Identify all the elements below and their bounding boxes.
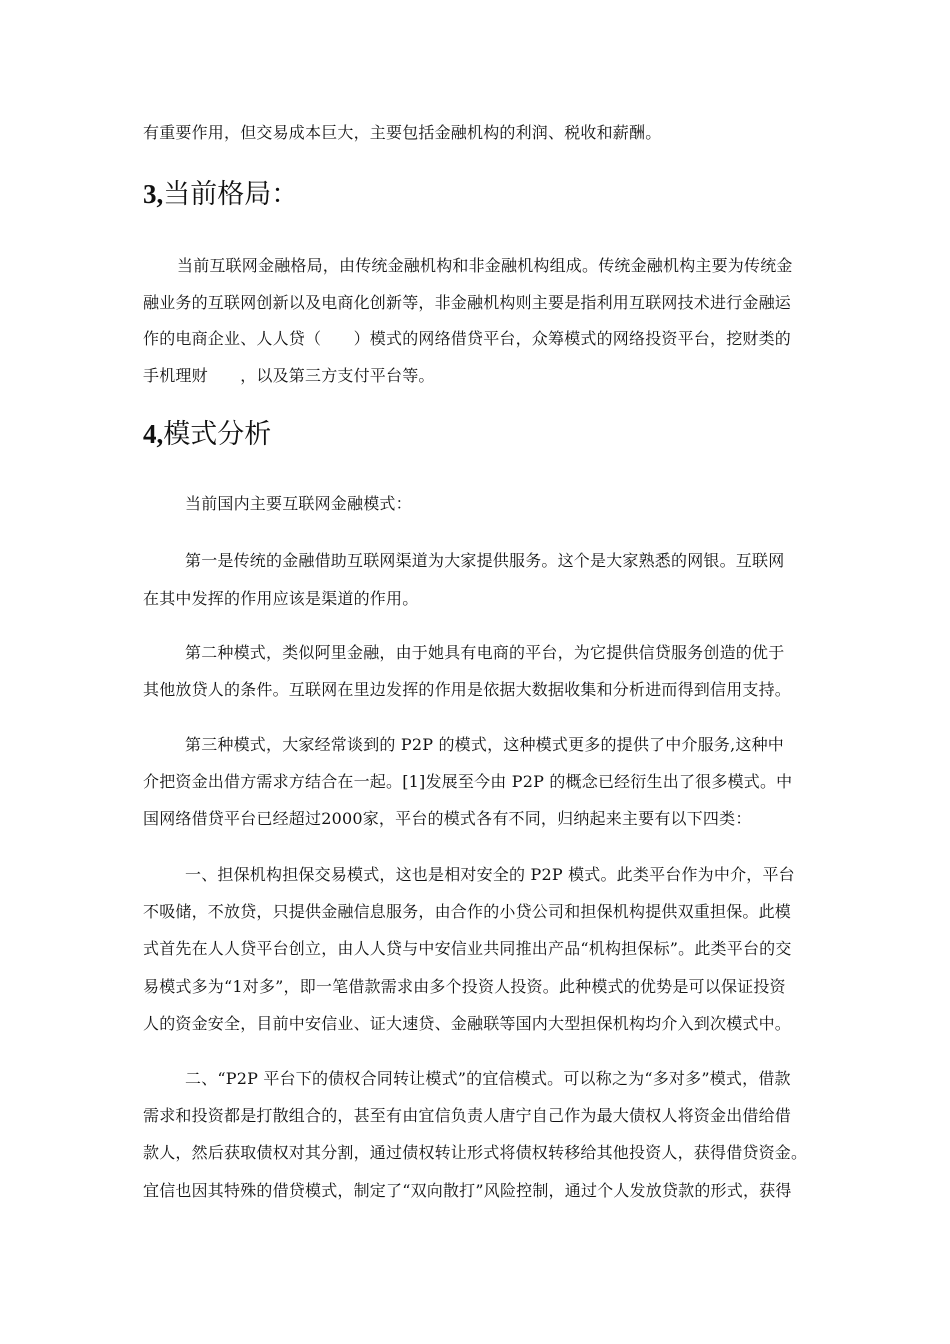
- heading-text: 当前格局：: [163, 179, 299, 210]
- paragraph-line: 作的电商企业、人人贷（ ）模式的网络借贷平台，众筹模式的网络投资平台，挖财类的: [143, 329, 792, 348]
- paragraph-line: 其他放贷人的条件。互联网在里边发挥的作用是依据大数据收集和分析进而得到信用支持。: [143, 680, 792, 699]
- paragraph-line: 款人，然后获取债权对其分割，通过债权转让形式将债权转移给其他投资人，获得借贷资金。: [143, 1143, 808, 1162]
- paragraph-line: 国网络借贷平台已经超过2000家，平台的模式各有不同，归纳起来主要有以下四类：: [143, 809, 752, 828]
- paragraph-line: 宜信也因其特殊的借贷模式，制定了“双向散打”风险控制，通过个人发放贷款的形式，获得: [143, 1181, 792, 1200]
- paragraph-continued-line: 有重要作用，但交易成本巨大，主要包括金融机构的利润、税收和薪酬。: [143, 123, 662, 142]
- paragraph-line: 人的资金安全，目前中安信业、证大速贷、金融联等国内大型担保机构均介入到次模式中。: [143, 1014, 792, 1033]
- section-heading-3: [143, 178, 298, 211]
- heading-number: 4,: [143, 419, 164, 449]
- heading-number: 3,: [143, 179, 164, 209]
- paragraph-line: 第三种模式，大家经常谈到的 P2P 的模式，这种模式更多的提供了中介服务,这种中: [185, 735, 784, 754]
- paragraph-line: 当前国内主要互联网金融模式：: [185, 494, 412, 513]
- paragraph-line: 在其中发挥的作用应该是渠道的作用。: [143, 589, 419, 608]
- paragraph-line: 第二种模式，类似阿里金融，由于她具有电商的平台，为它提供信贷服务创造的优于: [185, 643, 785, 662]
- paragraph-line: 第一是传统的金融借助互联网渠道为大家提供服务。这个是大家熟悉的网银。互联网: [185, 551, 785, 570]
- paragraph-line: 手机理财 ，以及第三方支付平台等。: [143, 366, 435, 385]
- paragraph-line: 一、担保机构担保交易模式，这也是相对安全的 P2P 模式。此类平台作为中介，平台: [185, 865, 795, 884]
- paragraph-line: 需求和投资都是打散组合的，甚至有由宜信负责人唐宁自己作为最大债权人将资金出借给借: [143, 1106, 792, 1125]
- section-heading-4: [143, 418, 271, 451]
- paragraph-line: 二、“P2P 平台下的债权合同转让模式”的宜信模式。可以称之为“多对多”模式，借款: [185, 1069, 791, 1088]
- paragraph-line: 当前互联网金融格局，由传统金融机构和非金融机构组成。传统金融机构主要为传统金: [177, 256, 793, 275]
- heading-text: 模式分析: [163, 419, 272, 450]
- paragraph-line: 介把资金出借方需求方结合在一起。[1]发展至今由 P2P 的概念已经衍生出了很多模式。中: [143, 772, 793, 791]
- paragraph-line: 式首先在人人贷平台创立，由人人贷与中安信业共同推出产品“机构担保标”。此类平台的交: [143, 939, 792, 958]
- paragraph-line: 不吸储，不放贷，只提供金融信息服务，由合作的小贷公司和担保机构提供双重担保。此模: [143, 902, 792, 921]
- paragraph-line: 融业务的互联网创新以及电商化创新等，非金融机构则主要是指利用互联网技术进行金融运: [143, 293, 792, 312]
- paragraph-line: 易模式多为“1对多”，即一笔借款需求由多个投资人投资。此种模式的优势是可以保证投资: [143, 977, 786, 996]
